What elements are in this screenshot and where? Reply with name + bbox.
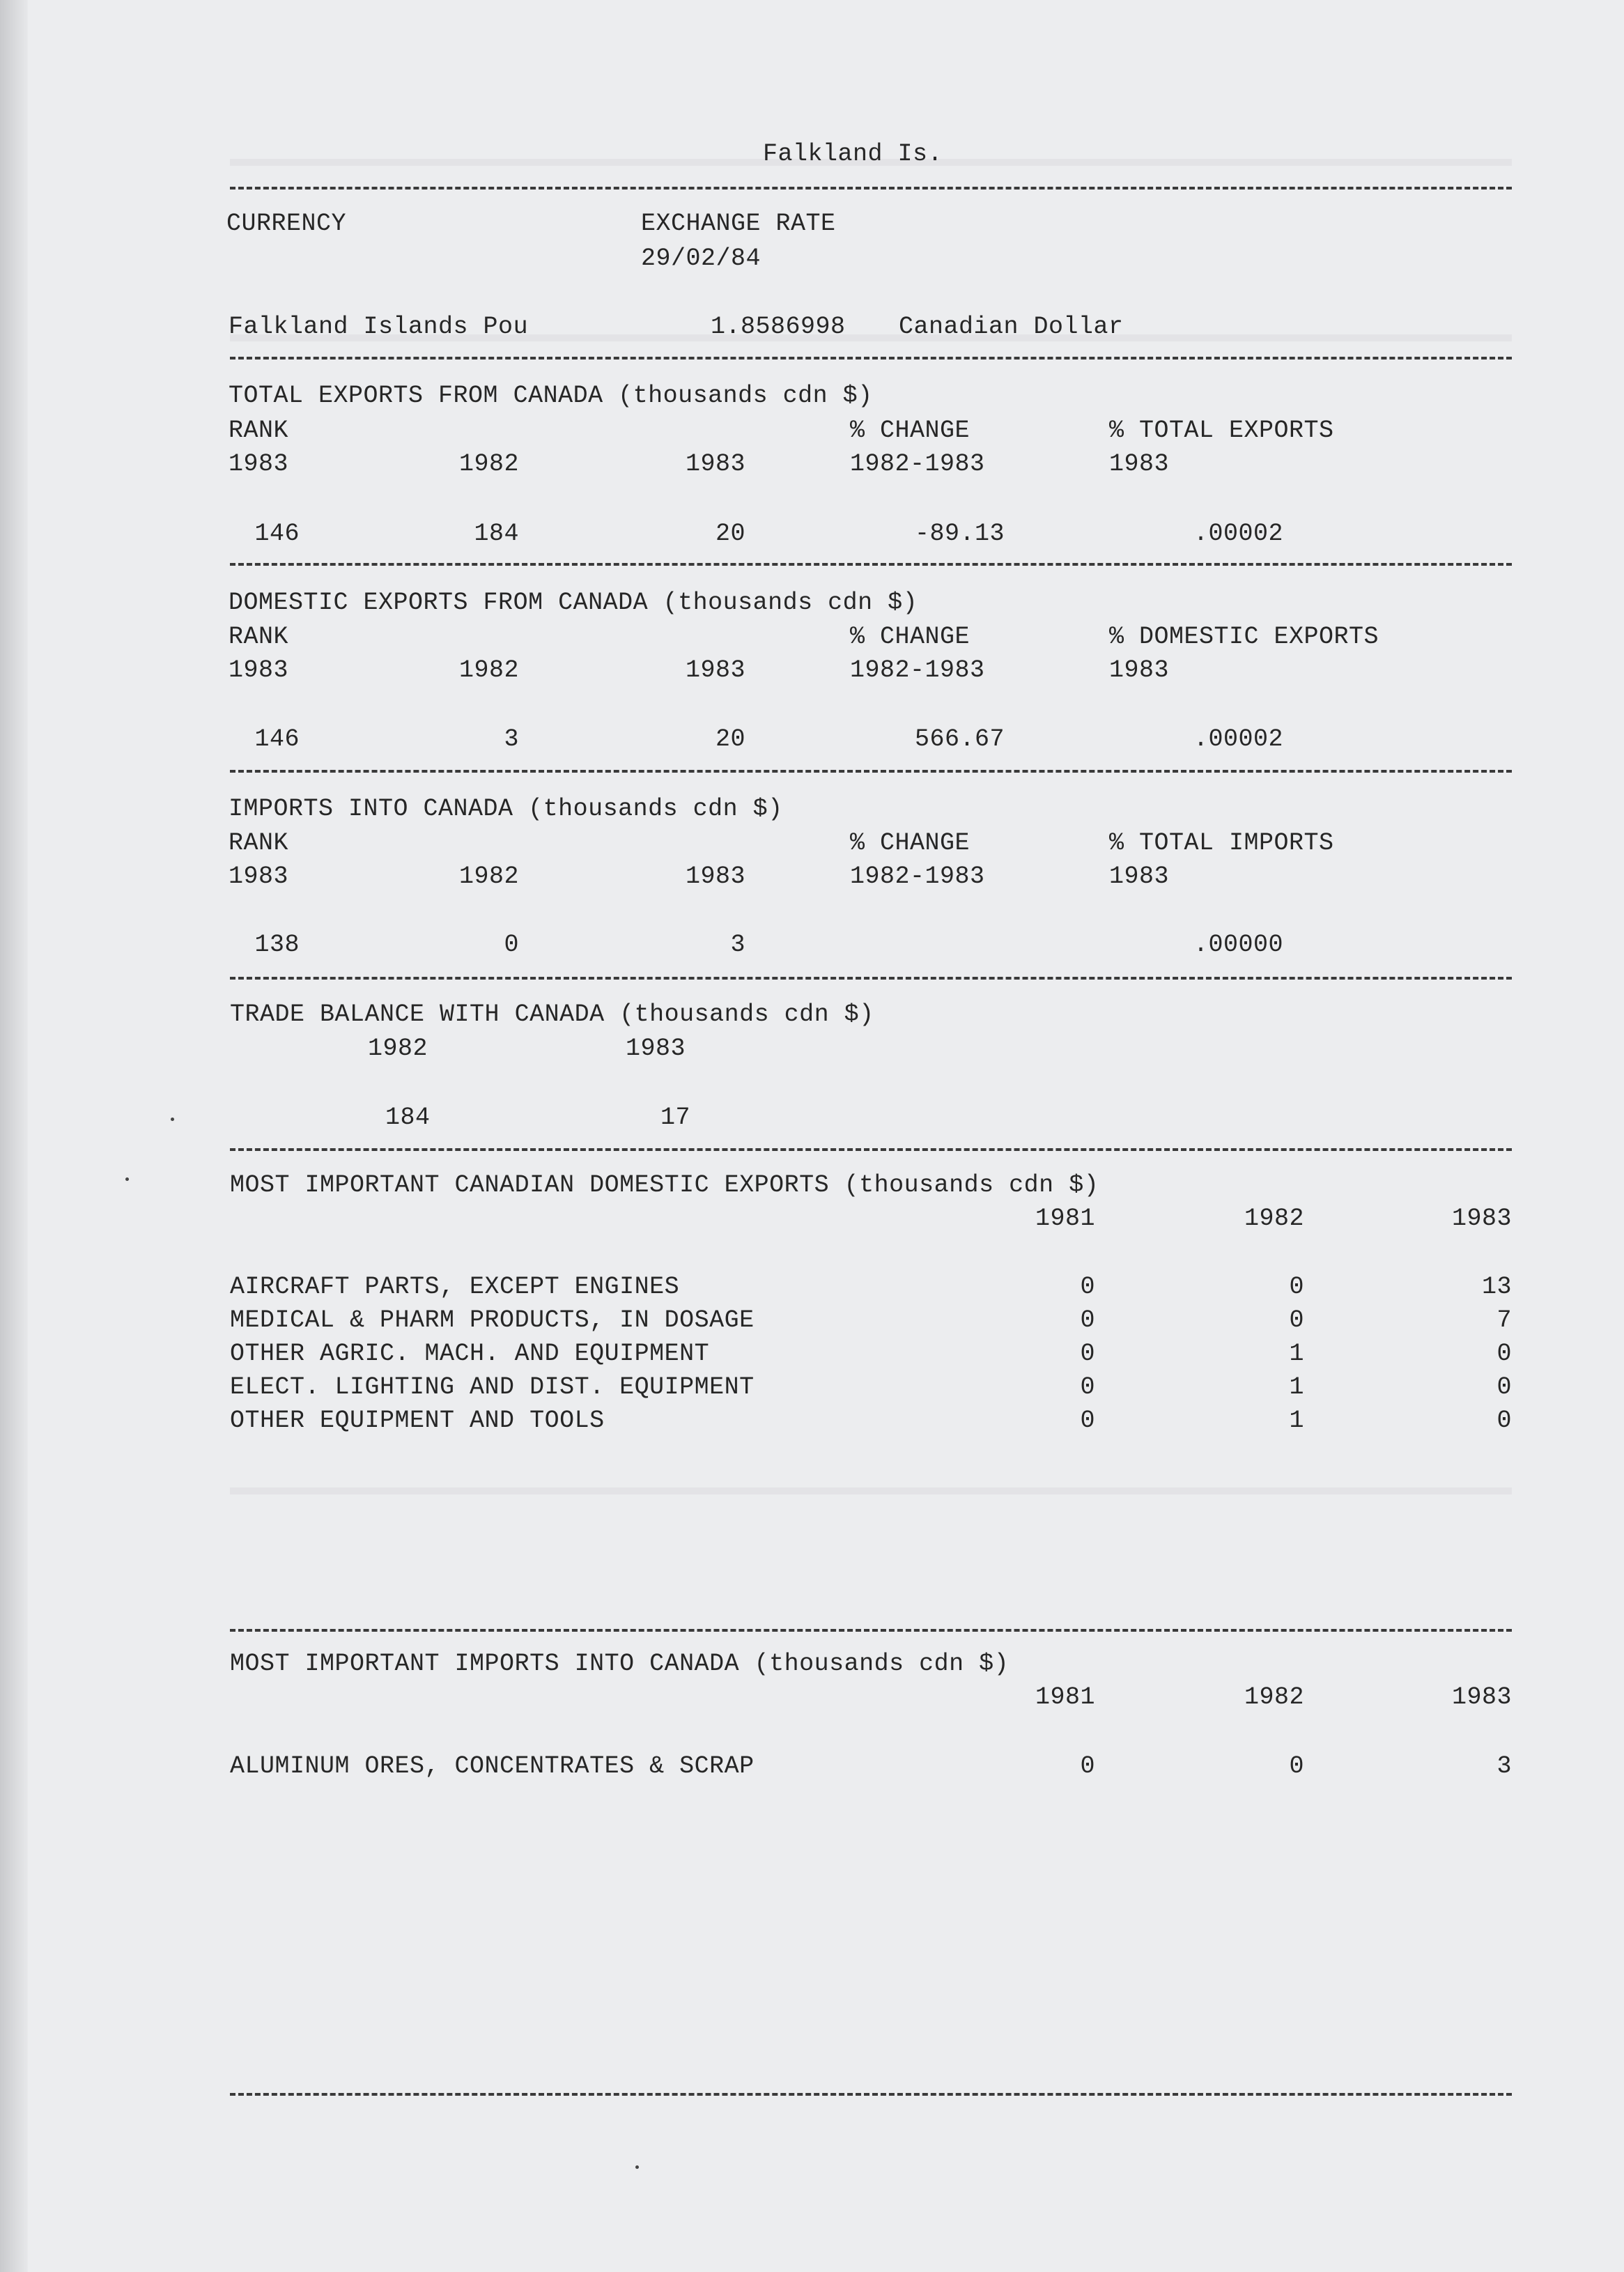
col-year-1983: 1983 bbox=[1451, 1683, 1512, 1711]
imports-list-title: MOST IMPORTANT IMPORTS INTO CANADA (thousands cdn $) bbox=[230, 1650, 1010, 1678]
value-1983: 7 bbox=[1497, 1306, 1512, 1334]
currency-name: Falkland Islands Pou bbox=[229, 313, 529, 341]
domestic-exports-list-title: MOST IMPORTANT CANADIAN DOMESTIC EXPORTS (thousands cdn $) bbox=[230, 1171, 1099, 1199]
product-name: AIRCRAFT PARTS, EXCEPT ENGINES bbox=[230, 1273, 680, 1301]
value-1983: 0 bbox=[1497, 1340, 1512, 1368]
exchange-rate-unit: Canadian Dollar bbox=[899, 313, 1124, 341]
paper-speck bbox=[171, 1118, 174, 1121]
country-title: Falkland Is. bbox=[763, 140, 943, 168]
value-1983: 0 bbox=[1497, 1407, 1512, 1435]
col-year-1982: 1982 bbox=[1244, 1683, 1304, 1711]
domestic-exports-title: DOMESTIC EXPORTS FROM CANADA (thousands cdn $) bbox=[229, 589, 918, 617]
exchange-rate-date: 29/02/84 bbox=[641, 245, 761, 272]
value-1983: 3 bbox=[730, 931, 745, 959]
col-rank-year: 1983 bbox=[229, 656, 289, 684]
pct-change-value: -89.13 bbox=[914, 520, 1005, 548]
value-1982: 0 bbox=[504, 931, 519, 959]
product-name: OTHER AGRIC. MACH. AND EQUIPMENT bbox=[230, 1340, 710, 1368]
exchange-rate-label: EXCHANGE RATE bbox=[641, 210, 836, 238]
divider bbox=[230, 2093, 1512, 2096]
pct-share-value: .00000 bbox=[1193, 931, 1283, 959]
col-share-year: 1983 bbox=[1109, 863, 1170, 890]
pct-change-label: % CHANGE bbox=[850, 623, 970, 651]
pct-share-label: % TOTAL EXPORTS bbox=[1109, 417, 1334, 445]
product-name: MEDICAL & PHARM PRODUCTS, IN DOSAGE bbox=[230, 1306, 755, 1334]
col-change-period: 1982-1983 bbox=[850, 450, 985, 478]
divider bbox=[230, 563, 1512, 566]
value-1982: 0 bbox=[1289, 1752, 1304, 1780]
value-1982: 3 bbox=[504, 725, 519, 753]
pct-change-value: 566.67 bbox=[914, 725, 1005, 753]
value-1982: 0 bbox=[1289, 1273, 1304, 1301]
value-1981: 0 bbox=[1080, 1306, 1095, 1334]
col-share-year: 1983 bbox=[1109, 656, 1170, 684]
value-1983: 3 bbox=[1497, 1752, 1512, 1780]
value-1982: 184 bbox=[474, 520, 519, 548]
col-year-1983: 1983 bbox=[1451, 1205, 1512, 1232]
value-1982: 1 bbox=[1289, 1373, 1304, 1401]
pct-change-label: % CHANGE bbox=[850, 417, 970, 445]
balance-1982: 184 bbox=[385, 1104, 431, 1131]
col-share-year: 1983 bbox=[1109, 450, 1170, 478]
divider bbox=[230, 977, 1512, 980]
pct-share-value: .00002 bbox=[1193, 520, 1283, 548]
pct-change-label: % CHANGE bbox=[850, 829, 970, 857]
col-year-1982: 1982 bbox=[458, 450, 519, 478]
pct-share-value: .00002 bbox=[1193, 725, 1283, 753]
col-year-1982: 1982 bbox=[1244, 1205, 1304, 1232]
value-1983: 13 bbox=[1481, 1273, 1512, 1301]
value-1981: 0 bbox=[1080, 1752, 1095, 1780]
value-1982: 1 bbox=[1289, 1340, 1304, 1368]
trade-balance-title: TRADE BALANCE WITH CANADA (thousands cdn $) bbox=[230, 1000, 874, 1028]
currency-label: CURRENCY bbox=[226, 210, 347, 238]
bleed-through-mark bbox=[230, 1487, 1512, 1494]
divider bbox=[230, 770, 1512, 773]
exchange-rate-value: 1.8586998 bbox=[711, 313, 846, 341]
paper-speck bbox=[125, 1177, 129, 1181]
product-name: ELECT. LIGHTING AND DIST. EQUIPMENT bbox=[230, 1373, 755, 1401]
rank-label: RANK bbox=[229, 623, 289, 651]
col-change-period: 1982-1983 bbox=[850, 863, 985, 890]
product-name: ALUMINUM ORES, CONCENTRATES & SCRAP bbox=[230, 1752, 755, 1780]
divider bbox=[230, 187, 1512, 190]
value-1983: 20 bbox=[715, 520, 745, 548]
value-1981: 0 bbox=[1080, 1340, 1095, 1368]
divider bbox=[230, 1148, 1512, 1151]
col-year-1982: 1982 bbox=[368, 1035, 428, 1062]
rank-value: 146 bbox=[254, 725, 300, 753]
col-year-1982: 1982 bbox=[458, 863, 519, 890]
col-year-1981: 1981 bbox=[1035, 1205, 1095, 1232]
paper-speck bbox=[635, 2165, 639, 2169]
col-change-period: 1982-1983 bbox=[850, 656, 985, 684]
divider bbox=[230, 1629, 1512, 1632]
value-1981: 0 bbox=[1080, 1273, 1095, 1301]
value-1982: 0 bbox=[1289, 1306, 1304, 1334]
balance-1983: 17 bbox=[660, 1104, 691, 1131]
value-1981: 0 bbox=[1080, 1373, 1095, 1401]
rank-value: 146 bbox=[254, 520, 300, 548]
pct-share-label: % DOMESTIC EXPORTS bbox=[1109, 623, 1379, 651]
rank-label: RANK bbox=[229, 417, 289, 445]
col-year-1983: 1983 bbox=[685, 656, 745, 684]
col-year-1982: 1982 bbox=[458, 656, 519, 684]
divider bbox=[230, 357, 1512, 360]
col-year-1983: 1983 bbox=[685, 863, 745, 890]
col-rank-year: 1983 bbox=[229, 450, 289, 478]
total-exports-title: TOTAL EXPORTS FROM CANADA (thousands cdn $) bbox=[229, 382, 873, 410]
col-rank-year: 1983 bbox=[229, 863, 289, 890]
col-year-1983: 1983 bbox=[685, 450, 745, 478]
product-name: OTHER EQUIPMENT AND TOOLS bbox=[230, 1407, 605, 1435]
value-1983: 0 bbox=[1497, 1373, 1512, 1401]
col-year-1981: 1981 bbox=[1035, 1683, 1095, 1711]
pct-share-label: % TOTAL IMPORTS bbox=[1109, 829, 1334, 857]
value-1981: 0 bbox=[1080, 1407, 1095, 1435]
col-year-1983: 1983 bbox=[626, 1035, 686, 1062]
value-1982: 1 bbox=[1289, 1407, 1304, 1435]
value-1983: 20 bbox=[715, 725, 745, 753]
rank-value: 138 bbox=[254, 931, 300, 959]
rank-label: RANK bbox=[229, 829, 289, 857]
imports-title: IMPORTS INTO CANADA (thousands cdn $) bbox=[229, 795, 783, 823]
